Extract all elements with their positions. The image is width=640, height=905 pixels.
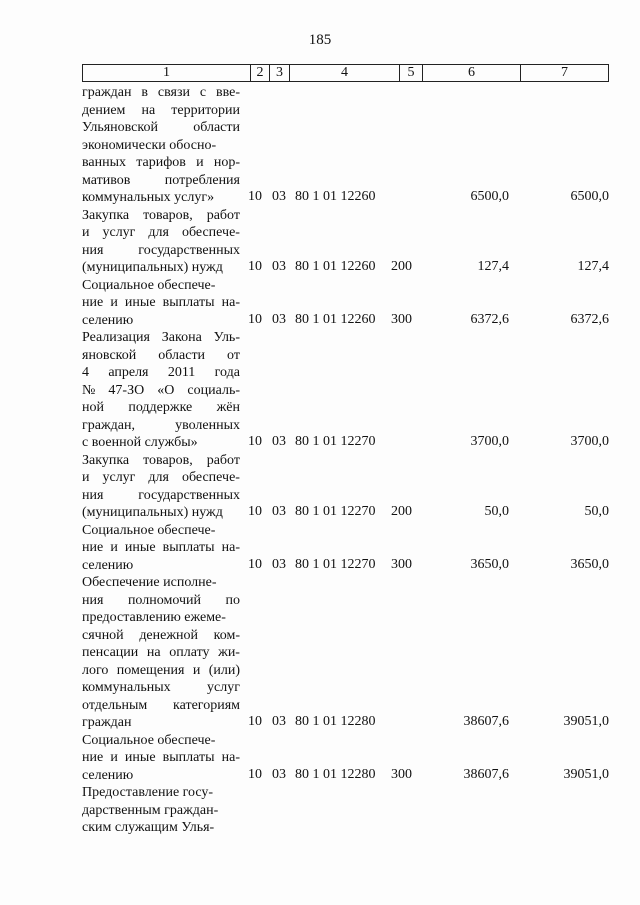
description-line: ния полномочий по — [82, 592, 240, 608]
expense-type-code: 200 — [391, 504, 412, 519]
description-line: ние и иные выплаты на- — [82, 295, 240, 310]
subsection-code: 03 — [272, 189, 286, 204]
description-line: коммунальных услуг» — [82, 190, 215, 205]
amount-col-6: 127,4 — [477, 259, 509, 274]
article-code: 80 1 01 12260 — [295, 259, 376, 274]
header-col-4: 4 — [289, 65, 399, 81]
description-line: яновской области от — [82, 347, 240, 363]
row-description — [82, 277, 240, 330]
header-col-7: 7 — [520, 65, 608, 81]
amount-col-7: 39051,0 — [563, 766, 609, 782]
table-header — [82, 64, 609, 82]
article-code: 80 1 01 12270 — [295, 504, 376, 519]
section-code: 10 — [248, 504, 262, 519]
amount-col-6: 6372,6 — [470, 311, 509, 327]
subsection-code: 03 — [272, 766, 286, 782]
description-line: граждан, уволенных — [82, 417, 240, 433]
amount-col-7: 50,0 — [584, 504, 609, 519]
description-line: сячной денежной ком- — [82, 627, 240, 643]
row-description — [82, 207, 240, 277]
section-code: 10 — [248, 714, 262, 729]
description-line: экономически обосно- — [82, 137, 217, 153]
expense-type-code: 300 — [391, 311, 412, 327]
amount-col-6: 3650,0 — [470, 556, 509, 572]
section-code: 10 — [248, 189, 262, 204]
table-row — [82, 452, 609, 522]
description-line: ванных тарифов и нор- — [82, 155, 240, 170]
description-line: граждан — [82, 715, 132, 730]
description-line: селению — [82, 312, 134, 328]
row-description — [82, 574, 240, 732]
description-line: отдельным категориям — [82, 697, 240, 713]
description-line: лого помещения и (или) — [82, 662, 240, 678]
header-col-6: 6 — [422, 65, 520, 81]
description-line: и услуг для обеспече- — [82, 225, 240, 240]
table-row — [82, 574, 609, 732]
section-code: 10 — [248, 311, 262, 327]
section-code: 10 — [248, 556, 262, 572]
row-description — [82, 784, 240, 837]
description-line: селению — [82, 767, 134, 783]
subsection-code: 03 — [272, 311, 286, 327]
description-line: ной поддержке жён — [82, 400, 240, 415]
description-line: ние и иные выплаты на- — [82, 540, 240, 555]
section-code: 10 — [248, 259, 262, 274]
description-line: дением на территории — [82, 102, 240, 118]
row-description — [82, 452, 240, 522]
header-col-5: 5 — [399, 65, 422, 81]
subsection-code: 03 — [272, 556, 286, 572]
header-col-2: 2 — [250, 65, 269, 81]
amount-col-7: 39051,0 — [563, 714, 609, 729]
table-row — [82, 84, 609, 207]
description-line: (муниципальных) нужд — [82, 260, 223, 275]
row-description — [82, 732, 240, 785]
description-line: дарственным граждан- — [82, 802, 219, 818]
description-line: пенсации на оплату жи- — [82, 645, 240, 660]
description-line: ния государственных — [82, 487, 240, 503]
description-line: Социальное обеспече- — [82, 522, 216, 538]
description-line: с военной службы» — [82, 435, 198, 450]
amount-col-6: 38607,6 — [463, 714, 509, 729]
table-row — [82, 329, 609, 452]
row-description — [82, 84, 240, 207]
description-line: 4 апреля 2011 года — [82, 365, 240, 380]
description-line: Социальное обеспече- — [82, 277, 216, 293]
amount-col-7: 6500,0 — [570, 189, 609, 204]
description-line: № 47-ЗО «О социаль- — [82, 382, 240, 398]
description-line: селению — [82, 557, 134, 573]
amount-col-7: 127,4 — [577, 259, 609, 274]
amount-col-7: 3650,0 — [570, 556, 609, 572]
article-code: 80 1 01 12270 — [295, 556, 376, 572]
description-line: Социальное обеспече- — [82, 732, 216, 748]
amount-col-6: 3700,0 — [470, 434, 509, 449]
subsection-code: 03 — [272, 434, 286, 449]
description-line: и услуг для обеспече- — [82, 470, 240, 485]
table-row — [82, 522, 609, 575]
subsection-code: 03 — [272, 259, 286, 274]
table-row — [82, 732, 609, 785]
table-row — [82, 207, 609, 277]
amount-col-7: 6372,6 — [570, 311, 609, 327]
table-row — [82, 784, 609, 837]
header-col-1: 1 — [163, 65, 170, 80]
description-line: ния государственных — [82, 242, 240, 258]
header-col-3: 3 — [269, 65, 289, 81]
description-line: мативов потребления — [82, 172, 240, 188]
expense-type-code: 300 — [391, 766, 412, 782]
amount-col-6: 6500,0 — [470, 189, 509, 204]
description-line: коммунальных услуг — [82, 680, 240, 695]
description-line: Закупка товаров, работ — [82, 452, 240, 468]
description-line: ние и иные выплаты на- — [82, 750, 240, 765]
row-description — [82, 522, 240, 575]
amount-col-6: 50,0 — [484, 504, 509, 519]
description-line: ским служащим Улья- — [82, 820, 215, 835]
page-number: 185 — [308, 32, 332, 48]
expense-type-code: 200 — [391, 259, 412, 274]
subsection-code: 03 — [272, 714, 286, 729]
subsection-code: 03 — [272, 504, 286, 519]
expense-type-code: 300 — [391, 556, 412, 572]
section-code: 10 — [248, 434, 262, 449]
article-code: 80 1 01 12270 — [295, 434, 376, 449]
description-line: Ульяновской области — [82, 120, 240, 135]
description-line: (муниципальных) нужд — [82, 505, 223, 520]
description-line: Реализация Закона Уль- — [82, 330, 240, 345]
amount-col-7: 3700,0 — [570, 434, 609, 449]
article-code: 80 1 01 12280 — [295, 714, 376, 729]
article-code: 80 1 01 12260 — [295, 189, 376, 204]
description-line: граждан в связи с вве- — [82, 85, 240, 100]
table-row — [82, 277, 609, 330]
description-line: Обеспечение исполне- — [82, 575, 217, 590]
article-code: 80 1 01 12260 — [295, 311, 376, 327]
row-description — [82, 329, 240, 452]
article-code: 80 1 01 12280 — [295, 766, 376, 782]
amount-col-6: 38607,6 — [463, 766, 509, 782]
description-line: предоставлению ежеме- — [82, 610, 226, 625]
description-line: Закупка товаров, работ — [82, 207, 240, 223]
section-code: 10 — [248, 766, 262, 782]
description-line: Предоставление госу- — [82, 785, 214, 800]
